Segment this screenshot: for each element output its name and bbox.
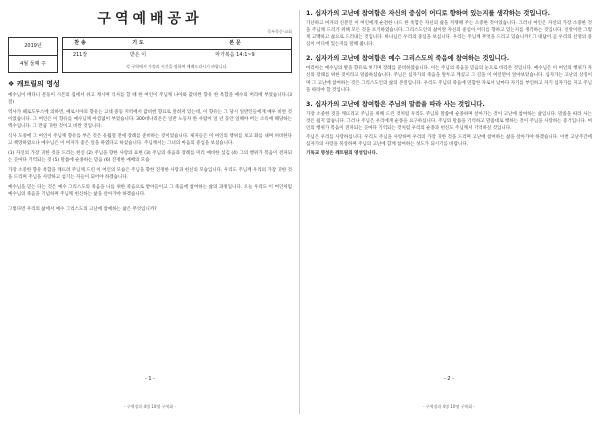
- page-number: - 2 -: [444, 376, 454, 382]
- paragraph: 가장 소중한 향유 옥합을 깨뜨려 주님께 드린 이 여인의 모습은 주님을 향한 진정한 사랑과 헌신의 모습입니다. 우리도 주님께 우리의 가장 귀한 것을 드리며 주님을 사랑하고 섬기는 자들이 되어야 하겠습니다.: [8, 168, 292, 180]
- page-footer: - 구역장과 4명 10명 구역회 -: [423, 404, 475, 409]
- paragraph: 식사 도중에 그 여인이 주님께 향유를 부은 것은 유월절 전에 장례를 준비하는 것이었습니다. 제자들은 이 여인의 행위를 보고 화를 내며 허비한다고 책망하였으나 예수님은 이 여자가 좋은 일을 하였다고 하셨습니다. 주님께서는 그녀의 마음의 중심을 보셨습니다.: [8, 134, 292, 146]
- page-title: 구역예배공과: [97, 11, 203, 27]
- date-year: 2019년: [9, 38, 57, 56]
- right-page: [306, 6, 592, 418]
- page-number: - 1 -: [145, 376, 155, 382]
- header-scripture: 본 문: [229, 40, 241, 46]
- closing-text: 주님은 우리를 사랑하십니다. 우리도 주님을 사랑하여 우리의 가장 귀한 것을 드리며 고난에 참여하는 삶을 살아가야 하겠습니다. 이번 고난주간에 십자가의 사랑을 묵상하며 주님의 고난에 함께 참여하는 성도가 되시기를 바랍니다.: [306, 135, 592, 148]
- paragraph: 예수님을 믿는 다는 것은 예수 그리스도의 죽음을 나를 위한 죽음으로 받아들이고 그 죽음에 참여하는 삶의 과정입니다. 오늘 우리도 이 여인처럼 예수님의 죽음을 기념하며 주님께 헌신하는 삶을 살아가야 하겠습니다.: [8, 185, 292, 197]
- point-heading: 2. 십자가의 고난에 참여함은 예수 그리스도의 죽음에 참여하는 것입니다.: [306, 55, 510, 63]
- page-footer: - 구역장과 4명 10명 구역회 -: [124, 404, 176, 409]
- point-text: 가난하고 여자의 신분인 이 여인에게 순전한 나드 한 옥합은 자신의 삶을 지탱해 주는 소중한 것이었습니다. 그러나 여인은 자신의 가장 소중한 것을 주님께 드리기 위해 모든 것을 포기하였습니다. 그리스도인의 삶이란 자신의 중심이 어디를 향하고 있는지를 생각하는 것입니다. 신앙이란 그렇게 고백하고 삶으로 드러내는 것입니다. 하나님은 우리의 중심을 보십니다. 우리는 주님께 무엇을 드리고 있습니까? 그 대답이 곧 우리의 신앙의 중심이 어디에 있는지를 말해 줍니다.: [306, 21, 592, 48]
- paragraph: 예수님이 베다니 문둥이 시몬의 집에서 쉬고 계시며 식사를 할 때 한 여인이 주님께 나아와 값비싼 향유 한 옥합을 예수의 머리에 부었습니다.(3절): [8, 93, 292, 105]
- paragraph: 역사가 헤로도투스에 의하면, 예로시아의 향유는 고대 중동 지역에서 값비싼 향료로 알려져 있는데, 이 향유는 그 당시 일반인들에게 매우 비싼 것이었습니다. 그 여인은 이 향유를 예수님께 아낌없이 부었습니다. 300데나리온은 일반 노동자 한 사람이 일 년 동안 일해야 버는 소득에 해당하는 액수입니다. 그 만큼 귀한 것이고 비싼 것입니다.: [8, 110, 292, 129]
- order-note: 각 구역에서 가정과 시간을 정하여 예배드리시기 바랍니다.: [126, 64, 228, 69]
- worship-order-table: [62, 37, 292, 73]
- order-value-row: [63, 50, 291, 61]
- header-hymn: 찬 송: [74, 40, 86, 46]
- left-page: [8, 6, 292, 418]
- worship-header: [8, 37, 292, 73]
- church-label: 목부목준-교회: [267, 29, 292, 34]
- value-prayer: 받은 이: [129, 52, 147, 58]
- point-heading: 1. 십자가의 고난에 참여함은 자신의 중심이 어디로 향하여 있는지를 생각하는 것입니다.: [306, 10, 550, 17]
- final-statement: 기독교 영성은 깨트림의 영성입니다.: [306, 151, 378, 157]
- value-hymn: 211장: [72, 52, 88, 58]
- date-box: [8, 37, 58, 73]
- point-text: 마리아는 예수님의 발을 향유로 씻기며 장례를 준비하였습니다. 이는 주님의 죽음을 믿음의 눈으로 바라본 것입니다. 예수님은 이 여인의 행위가 자신의 장례를 위한 것이라고 말씀하셨습니다. 주님은 십자가의 죽음을 앞두고 계셨고 그 길을 이 여인만이 알아보았습니다. 십자가는 고난의 상징이며 그 고난에 참여하는 것은 그리스도인의 삶의 본질입니다. 우리도 주님의 죽음에 연합한 자로서 날마다 자기를 부인하고 자기 십자가를 지고 주님을 따라야 할 것입니다.: [306, 66, 592, 93]
- value-scripture: 마가복음 14:1~9: [215, 52, 255, 58]
- header-prayer: 기 도: [132, 40, 144, 46]
- paragraph: (1) 자신의 가장 귀한 것을 드리는 헌신 (2) 주님을 향한 사랑의 표현 (3) 주님의 죽음과 장례를 미리 예비한 섬김 (4) 그의 행위가 복음이 전파되는 곳마다 기억되는 것 (5) 말씀에 순종하는 믿음 (6) 진정한 예배의 모습: [8, 151, 292, 163]
- section-title: ❖ 캐트릴의 영성: [8, 80, 60, 88]
- page-divider: [299, 10, 300, 414]
- date-week: 4월 둘째 주: [20, 61, 46, 67]
- closing-question: 그렇다면 우리의 삶에서 예수 그리스도의 고난에 참예하는 삶은 무엇입니까?: [8, 207, 157, 212]
- point-text: 가장 소중한 것을 깨뜨리고 주님을 위해 드린 것처럼 우리도 주님의 말씀에 순종하며 살아가는 것이 고난에 참여하는 삶입니다. 말씀을 따라 사는 것은 쉽지 않습니다. 그러나 주님은 우리에게 순종을 요구하십니다. 주님의 말씀을 기억하고 말씀대로 행하는 것이 주님을 사랑하는 증거입니다. 여인의 행위가 복음이 전파되는 곳마다 기억되는 것처럼 우리의 순종과 헌신도 주님께서 기억하실 것입니다.: [306, 111, 592, 131]
- point-heading: 3. 십자가의 고난에 참여함은 주님의 말씀을 따라 사는 것입니다.: [306, 100, 485, 108]
- order-header-row: [63, 38, 291, 50]
